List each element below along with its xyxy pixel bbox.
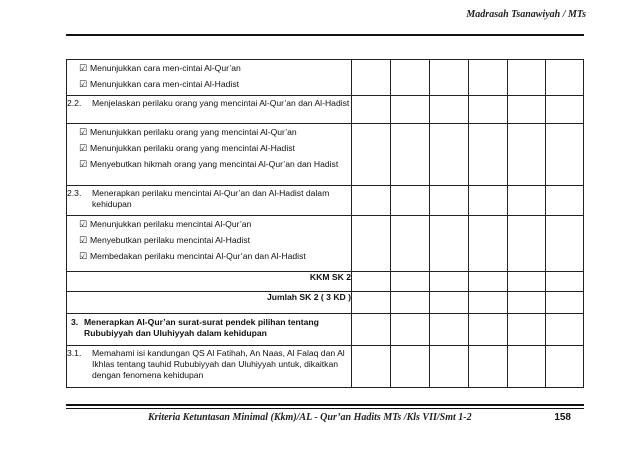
kd-text: Memahami isi kandungan QS Al Fatihah, An Naas, Al Falaq dan Al Ikhlas tentang tauhid Rububiyyah dan Uluhiyyah untuk, dikaitkan dengan fenomena kehidupan (92, 348, 345, 380)
table-row (67, 292, 584, 314)
checklist-item: ☑ Menunjukkan cara men-cintai Al-Hadist (79, 79, 240, 89)
checkbox-icon: ☑ (79, 219, 88, 229)
table-row (67, 314, 584, 346)
checkbox-icon: ☑ (79, 127, 88, 137)
checkbox-icon: ☑ (79, 235, 88, 245)
table-row (67, 216, 584, 272)
checklist-item: ☑ Menunjukkan perilaku orang yang mencintai Al-Hadist (79, 143, 295, 153)
kd-cell (67, 186, 352, 216)
table-row (67, 346, 584, 388)
indicator-cell (67, 124, 352, 186)
kd-number: 2.2. (67, 98, 82, 108)
sk-text: Menerapkan Al-Qur’an surat-surat pendek pilihan tentang Rububiyyah dan Uluhiyyah dalam kehidupan (84, 317, 319, 338)
kkm-label: KKM SK 2 (67, 272, 352, 292)
checklist-item: ☑ Menunjukkan cara men-cintai Al-Qur’an (79, 63, 241, 73)
footer-rule-thick (66, 404, 584, 406)
table-row (67, 124, 584, 186)
indicator-cell (67, 216, 352, 272)
running-header: Madrasah Tsanawiyah / MTs (466, 9, 586, 20)
checklist-item: ☑ Menyebutkan perilaku mencintai Al-Hadist (79, 235, 251, 245)
kd-cell (67, 346, 352, 388)
kd-number: 3.1. (67, 348, 82, 358)
kd-text: Menerapkan perilaku mencintai Al-Qur’an dan Al-Hadist dalam kehidupan (92, 188, 330, 209)
kd-cell (67, 96, 352, 124)
table-row (67, 186, 584, 216)
kkm-table (66, 59, 584, 388)
checkbox-icon: ☑ (79, 251, 88, 261)
checkbox-icon: ☑ (79, 143, 88, 153)
checkbox-icon: ☑ (79, 63, 88, 73)
checklist-item: ☑ Menunjukkan perilaku mencintai Al-Qur’an (79, 219, 252, 229)
kd-number: 2.3. (67, 188, 82, 198)
checklist-item: ☑ Menyebutkan hikmah orang yang mencintai Al-Qur’an dan Hadist (79, 159, 339, 169)
running-footer: Kriteria Ketuntasan Minimal (Kkm)/AL - Qur’an Hadits MTs /Kls VII/Smt 1-2 (148, 412, 472, 423)
table-row (67, 272, 584, 292)
header-rule (66, 34, 584, 36)
table-row (67, 60, 584, 96)
sk-number: 3. (71, 317, 79, 327)
kd-text: Menjelaskan perilaku orang yang mencintai Al-Qur’an dan Al-Hadist (92, 98, 350, 108)
sk-cell (67, 314, 352, 346)
jumlah-label: Jumlah SK 2 ( 3 KD ) (67, 292, 352, 314)
checkbox-icon: ☑ (79, 79, 88, 89)
checkbox-icon: ☑ (79, 159, 88, 169)
checklist-item: ☑ Menunjukkan perilaku orang yang mencintai Al-Qur’an (79, 127, 297, 137)
table-row (67, 96, 584, 124)
footer-rule-thin (66, 408, 584, 409)
page-number: 158 (554, 412, 571, 423)
checklist-item: ☑ Membedakan perilaku mencintai Al-Qur’an dan Al-Hadist (79, 251, 306, 261)
indicator-cell (67, 60, 352, 96)
